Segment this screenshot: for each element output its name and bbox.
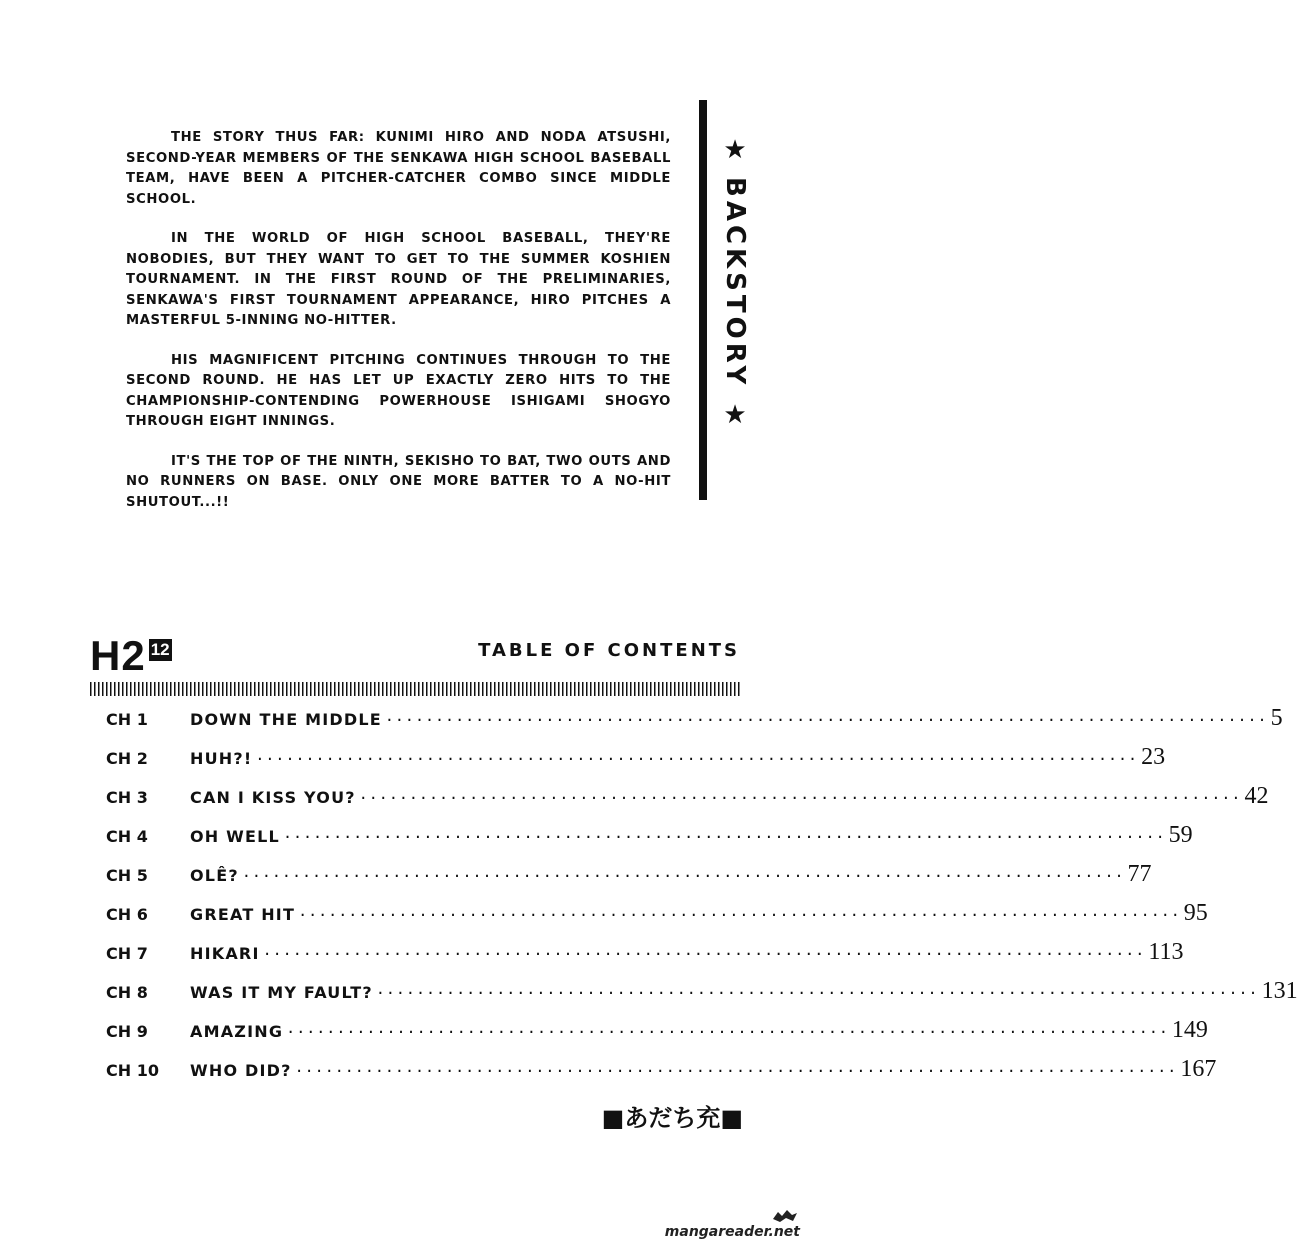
chapter-page: 149 [1171, 1017, 1208, 1043]
chapter-page: 23 [1141, 744, 1166, 770]
chapter-title: OH WELL [190, 827, 280, 846]
volume-badge: 12 [150, 640, 170, 659]
site-watermark [650, 1208, 800, 1240]
chapter-title: CAN I KISS YOU? [190, 788, 356, 807]
backstory-side-rule [699, 100, 707, 500]
dot-leader: ························································································ [294, 1062, 1178, 1080]
dot-leader: ························································································ [282, 828, 1166, 846]
chapter-title: WAS IT MY FAULT? [190, 983, 373, 1002]
dot-leader: ························································································ [358, 789, 1242, 807]
author-credit: ■あだち充■ [601, 1104, 743, 1132]
backstory-label: BACKSTORY [720, 177, 750, 389]
backstory-paragraph-3: HIS MAGNIFICENT PITCHING CONTINUES THROUGH TO THE SECOND ROUND. HE HAS LET UP EXACTLY ZERO HITS TO THE CHAMPIONSHIP-CONTENDING POWERHOUSE ISHIGAMI SHOGYO THROUGH EIGHT INNINGS. [126, 352, 671, 429]
toc-row [106, 978, 1298, 1017]
chapter-title: HUH?! [190, 749, 253, 768]
toc-row [106, 744, 1166, 783]
chapter-title: HIKARI [190, 944, 260, 963]
chapter-number: CH 1 [106, 710, 148, 729]
star-icon-top: ★ [723, 135, 747, 165]
dot-leader: ························································································ [384, 711, 1268, 729]
toc-row [106, 900, 1208, 939]
chapter-page: 42 [1244, 783, 1269, 809]
chapter-page: 131 [1261, 978, 1298, 1004]
chapter-page: 59 [1168, 822, 1193, 848]
chapter-page: 95 [1183, 900, 1208, 926]
star-icon-bottom: ★ [723, 400, 747, 431]
dot-leader: ························································································ [298, 906, 1181, 924]
toc-row [106, 1056, 1217, 1095]
chapter-number: CH 6 [106, 905, 148, 924]
chapter-number: CH 7 [106, 944, 148, 963]
chapter-page: 113 [1148, 939, 1184, 965]
decorative-barcode-divider [90, 682, 740, 696]
dot-leader: ························································································ [255, 750, 1139, 768]
toc-row [106, 861, 1152, 900]
chapter-page: 5 [1270, 705, 1283, 731]
series-logo [90, 632, 172, 679]
chapter-title: WHO DID? [190, 1061, 292, 1080]
chapter-number: CH 3 [106, 788, 148, 807]
backstory-paragraph-2: IN THE WORLD OF HIGH SCHOOL BASEBALL, THEY'RE NOBODIES, BUT THEY WANT TO GET TO THE SUMMER KOSHIEN TOURNAMENT. IN THE FIRST ROUND OF THE PRELIMINARIES, SENKAWA'S FIRST TOURNAMENT APPEARANCE, HIRO PITCHES A MASTERFUL 5-INNING NO-HITTER. [126, 231, 671, 328]
chapter-number: CH 9 [106, 1022, 148, 1041]
watermark-logo-icon [772, 1209, 798, 1223]
backstory-paragraph-4: IT'S THE TOP OF THE NINTH, SEKISHO TO BAT, TWO OUTS AND NO RUNNERS ON BASE. ONLY ONE MORE BATTER TO A NO-HIT SHUTOUT...!! [126, 453, 671, 510]
watermark-text: mangareader.net [664, 1224, 800, 1240]
chapter-title: AMAZING [190, 1022, 284, 1041]
backstory-side-label [715, 135, 755, 430]
toc-row [106, 1017, 1208, 1056]
toc-row [106, 783, 1269, 822]
toc-row [106, 705, 1283, 744]
chapter-number: CH 8 [106, 983, 148, 1002]
chapter-title: GREAT HIT [190, 905, 296, 924]
chapter-title: OLÊ? [190, 866, 239, 885]
toc-row [106, 939, 1184, 978]
toc-heading: TABLE OF CONTENTS [478, 640, 740, 661]
toc-row [106, 822, 1193, 861]
dot-leader: ························································································ [286, 1023, 1169, 1041]
dot-leader: ························································································ [375, 984, 1259, 1002]
logo-text: H2 [90, 632, 146, 679]
chapter-number: CH 2 [106, 749, 148, 768]
chapter-number: CH 10 [106, 1061, 159, 1080]
dot-leader: ························································································ [241, 867, 1125, 885]
backstory-paragraph-1: THE STORY THUS FAR: KUNIMI HIRO AND NODA ATSUSHI, SECOND-YEAR MEMBERS OF THE SENKAWA HIGH SCHOOL BASEBALL TEAM, HAVE BEEN A PITCHER-CATCHER COMBO SINCE MIDDLE SCHOOL. [126, 130, 671, 207]
dot-leader: ························································································ [262, 945, 1146, 963]
toc-list [106, 705, 1298, 1095]
chapter-page: 167 [1180, 1056, 1217, 1082]
chapter-title: DOWN THE MIDDLE [190, 710, 382, 729]
chapter-page: 77 [1127, 861, 1152, 887]
backstory-text [126, 128, 671, 532]
chapter-number: CH 4 [106, 827, 148, 846]
chapter-number: CH 5 [106, 866, 148, 885]
